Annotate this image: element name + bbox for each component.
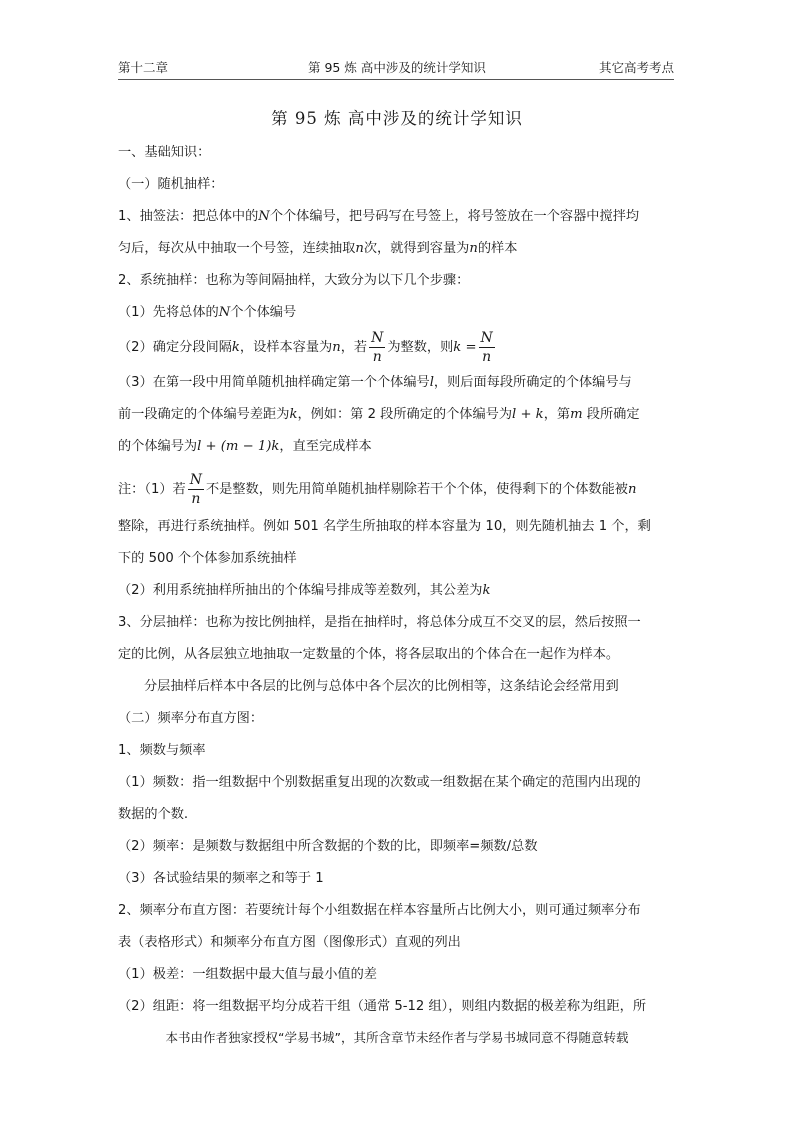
header-section: 其它高考考点 bbox=[598, 60, 674, 75]
paragraph-line: （1）极差：一组数据中最大值与最小值的差 bbox=[118, 967, 377, 982]
subsection-heading-random-sampling: （一）随机抽样： bbox=[118, 177, 224, 192]
header-divider bbox=[118, 79, 674, 80]
paragraph-line: 数据的个数. bbox=[118, 807, 189, 822]
header-lesson-title: 第 95 炼 高中涉及的统计学知识 bbox=[308, 60, 486, 75]
paragraph-line: 定的比例，从各层独立地抽取一定数量的个体，将各层取出的个体合在一起作为样本。 bbox=[118, 647, 620, 662]
fraction-n-over-n: $\frac{N}{n}$ bbox=[480, 329, 493, 365]
paragraph-line-with-fraction: （2）确定分段间隔k，设样本容量为n，若 $\frac{N}{n}$ 为整数，则k = $\frac{N}{n}$ bbox=[118, 329, 493, 365]
paragraph-line: 整除，再进行系统抽样。例如 501 名学生所抽取的样本容量为 10，则先随机抽去 1 个，剩 bbox=[118, 519, 651, 534]
paragraph-line: （3）各试验结果的频率之和等于 1 bbox=[118, 871, 324, 886]
paragraph-line: 1、频数与频率 bbox=[118, 743, 206, 758]
paragraph-line: （2）组距：将一组数据平均分成若干组（通常 5-12 组），则组内数据的极差称为组距，所 bbox=[118, 999, 647, 1014]
header-chapter: 第十二章 bbox=[118, 60, 169, 75]
fraction-n-over-n: $\frac{N}{n}$ bbox=[371, 329, 384, 365]
paragraph-line: 3、分层抽样：也称为按比例抽样，是指在抽样时，将总体分成互不交叉的层，然后按照一 bbox=[118, 615, 641, 630]
page-header bbox=[118, 58, 674, 78]
paragraph-line: 匀后，每次从中抽取一个号签，连续抽取n次，就得到容量为n的样本 bbox=[118, 241, 518, 256]
page-footer-copyright: 本书由作者独家授权“学易书城”，其所含章节未经作者与学易书城同意不得随意转载 bbox=[165, 1030, 629, 1045]
page-title: 第 95 炼 高中涉及的统计学知识 bbox=[271, 109, 523, 128]
paragraph-line: 下的 500 个个体参加系统抽样 bbox=[118, 551, 297, 566]
paragraph-line: （1）先将总体的N个个体编号 bbox=[118, 305, 297, 320]
subsection-heading-histogram: （二）频率分布直方图： bbox=[118, 711, 264, 726]
paragraph-line: 2、系统抽样：也称为等间隔抽样，大致分为以下几个步骤： bbox=[118, 273, 470, 288]
paragraph-line: 表（表格形式）和频率分布直方图（图像形式）直观的列出 bbox=[118, 935, 461, 950]
note-line-with-fraction: 注：（1）若 $\frac{N}{n}$ 不是整数，则先用简单随机抽样剔除若干个个体，使得剩下的个体数能被n bbox=[118, 471, 637, 507]
fraction-n-over-n: $\frac{N}{n}$ bbox=[189, 471, 202, 507]
paragraph-line: 前一段确定的个体编号差距为k，例如：第 2 段所确定的个体编号为l + k，第m 段所确定 bbox=[118, 407, 640, 422]
paragraph-line: （3）在第一段中用简单随机抽样确定第一个个体编号l，则后面每段所确定的个体编号与 bbox=[118, 375, 632, 390]
paragraph-line: （2）利用系统抽样所抽出的个体编号排成等差数列，其公差为k bbox=[118, 583, 491, 598]
section-heading-basics: 一、基础知识： bbox=[118, 145, 211, 160]
paragraph-line: 分层抽样后样本中各层的比例与总体中各个层次的比例相等，这条结论会经常用到 bbox=[144, 679, 619, 694]
paragraph-line: 1、抽签法：把总体中的N个个体编号，把号码写在号签上，将号签放在一个容器中搅拌均 bbox=[118, 209, 640, 224]
paragraph-line: （2）频率：是频数与数据组中所含数据的个数的比，即频率=频数/总数 bbox=[118, 839, 538, 854]
paragraph-line: （1）频数：指一组数据中个别数据重复出现的次数或一组数据在某个确定的范围内出现的 bbox=[118, 775, 641, 790]
paragraph-line: 2、频率分布直方图：若要统计每个小组数据在样本容量所占比例大小，则可通过频率分布 bbox=[118, 903, 641, 918]
paragraph-line: 的个体编号为l + (m − 1)k，直至完成样本 bbox=[118, 439, 372, 454]
